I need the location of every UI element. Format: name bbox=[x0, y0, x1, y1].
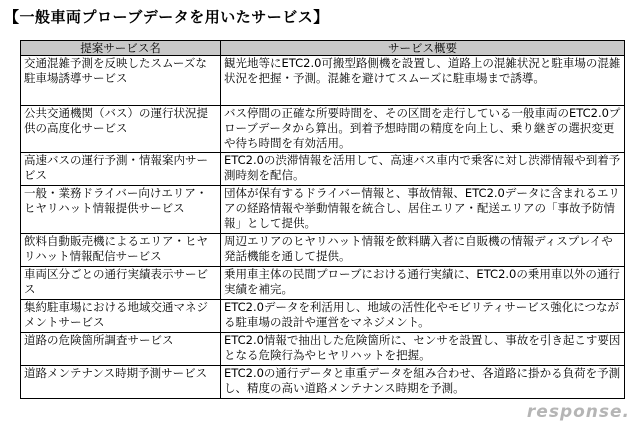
service-summary-cell: バス停間の正確な所要時間を、その区間を走行している一般車両のETC2.0プローブデータから算出。到着予想時間の精度を向上し、乗り継ぎの選択変更や待ち時間を有効活用。 bbox=[221, 106, 625, 153]
service-name-cell: 一般・業務ドライバー向けエリア・ヒヤリハット情報提供サービス bbox=[21, 186, 221, 234]
service-name-cell: 集約駐車場における地域交通マネジメントサービス bbox=[21, 300, 221, 333]
column-header-service-name: 提案サービス名 bbox=[21, 41, 221, 56]
column-header-service-summary: サービス概要 bbox=[221, 41, 625, 56]
service-summary-cell: 周辺エリアのヒヤリハット情報を飲料購入者に自販機の情報ディスプレイや発話機能を通して提供。 bbox=[221, 234, 625, 267]
service-name-cell: 交通混雑予測を反映したスムーズな駐車場誘導サービス bbox=[21, 56, 221, 106]
table-row bbox=[21, 333, 625, 366]
service-summary-cell: ETC2.0データを利活用し、地域の活性化やモビリティサービス強化につながる駐車場の設計や運営をマネジメント。 bbox=[221, 300, 625, 333]
document-title: 【一般車両プローブデータを用いたサービス】 bbox=[4, 8, 329, 26]
response-watermark-logo: response. bbox=[526, 402, 630, 422]
service-summary-cell: ETC2.0の通行データと車重データを組み合わせ、各道路に掛かる負荷を予測し、精度の高い道路メンテナンス時期を予測。 bbox=[221, 366, 625, 399]
service-name-cell: 道路メンテナンス時期予測サービス bbox=[21, 366, 221, 399]
service-summary-cell: 団体が保有するドライバー情報と、事故情報、ETC2.0データに含まれるエリアの経路情報や挙動情報を統合し、居住エリア・配送エリアの「事故予防情報」として提供。 bbox=[221, 186, 625, 234]
services-table bbox=[20, 40, 625, 399]
table-row bbox=[21, 106, 625, 153]
service-name-cell: 車両区分ごとの通行実績表示サービス bbox=[21, 267, 221, 300]
service-name-cell: 飲料自動販売機によるエリア・ヒヤリハット情報配信サービス bbox=[21, 234, 221, 267]
table-row bbox=[21, 366, 625, 399]
table-row bbox=[21, 153, 625, 186]
service-summary-cell: 乗用車主体の民間プローブにおける通行実績に、ETC2.0の乗用車以外の通行実績を補完。 bbox=[221, 267, 625, 300]
service-name-cell: 道路の危険箇所調査サービス bbox=[21, 333, 221, 366]
table-header-row bbox=[21, 41, 625, 56]
table-row bbox=[21, 234, 625, 267]
table-row bbox=[21, 267, 625, 300]
service-summary-cell: ETC2.0の渋滞情報を活用して、高速バス車内で乗客に対し渋滞情報や到着予測時刻を配信。 bbox=[221, 153, 625, 186]
service-summary-cell: ETC2.0情報で抽出した危険箇所に、センサを設置し、事故を引き起こす要因となる危険行為やヒヤリハットを把握。 bbox=[221, 333, 625, 366]
service-name-cell: 高速バスの運行予測・情報案内サービス bbox=[21, 153, 221, 186]
service-name-cell: 公共交通機関（バス）の運行状況提供の高度化サービス bbox=[21, 106, 221, 153]
table-row bbox=[21, 186, 625, 234]
table-row bbox=[21, 300, 625, 333]
table-row bbox=[21, 56, 625, 106]
service-summary-cell: 観光地等にETC2.0可搬型路側機を設置し、道路上の混雑状況と駐車場の混雑状況を把握・予測。混雑を避けてスムーズに駐車場まで誘導。 bbox=[221, 56, 625, 106]
